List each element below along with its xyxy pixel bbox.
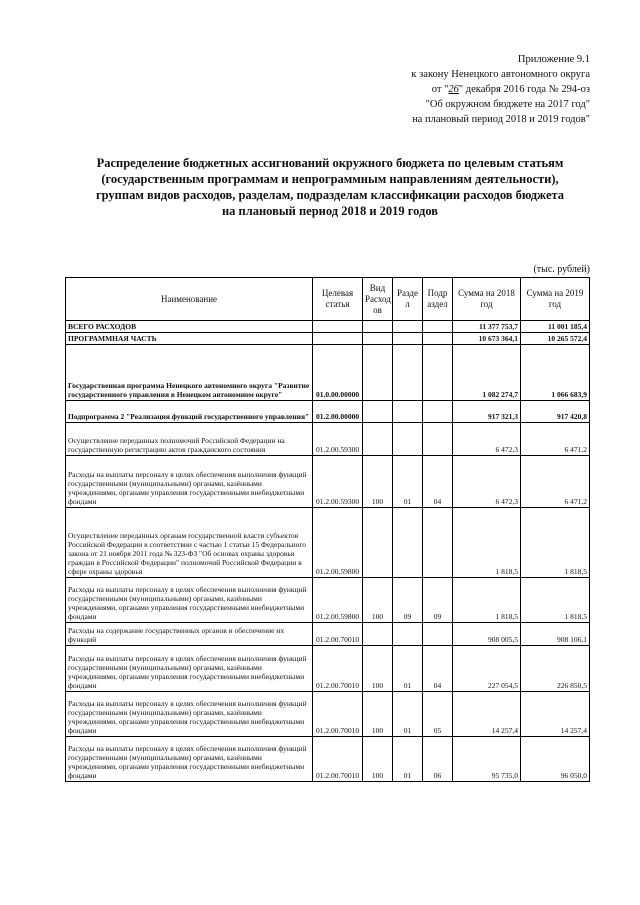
appendix-line-2: к закону Ненецкого автономного округа xyxy=(411,69,590,80)
row-code-cell: 01.2.00.70010 xyxy=(313,646,363,692)
row-name-cell: Расходы на выплаты персоналу в целях обеспечения выполнения функций государственными (муниципальными) органами, казёнными учреждениями, органами управления государственными внебюджетными фондами xyxy=(66,692,313,737)
row-sum-2019-cell: 917 420,8 xyxy=(521,401,590,423)
row-section-cell xyxy=(393,333,423,345)
row-sum-2018-cell: 95 735,0 xyxy=(453,737,521,782)
table-body xyxy=(66,321,590,782)
row-expense-type-cell xyxy=(363,333,393,345)
row-code-cell: 01.2.00.59300 xyxy=(313,423,363,456)
row-subsection-cell xyxy=(423,401,453,423)
table-row xyxy=(66,737,590,782)
row-sum-2018-cell: 1 818,5 xyxy=(453,578,521,623)
appendix-note xyxy=(310,52,590,127)
row-expense-type-cell xyxy=(363,321,393,333)
row-code-cell xyxy=(313,321,363,333)
appendix-date-prefix: от " xyxy=(431,84,449,95)
table-row xyxy=(66,321,590,333)
row-sum-2019-cell: 14 257,4 xyxy=(521,692,590,737)
row-sum-2018-cell: 6 472,3 xyxy=(453,423,521,456)
row-sum-2018-cell: 908 005,5 xyxy=(453,623,521,646)
appendix-date-day: 26 xyxy=(448,84,459,95)
row-sum-2018-cell: 6 472,3 xyxy=(453,456,521,508)
row-subsection-cell xyxy=(423,623,453,646)
appendix-line-4: "Об окружном бюджете на 2017 год" xyxy=(425,99,590,110)
row-subsection-cell xyxy=(423,423,453,456)
row-section-cell: 01 xyxy=(393,456,423,508)
row-sum-2018-cell: 1 818,5 xyxy=(453,508,521,578)
row-sum-2019-cell: 226 850,5 xyxy=(521,646,590,692)
row-name-cell: Расходы на выплаты персоналу в целях обеспечения выполнения функций государственными (муниципальными) органами, казёнными учреждениями, органами управления государственными внебюджетными фондами xyxy=(66,578,313,623)
row-sum-2019-cell: 1 818,5 xyxy=(521,578,590,623)
row-subsection-cell xyxy=(423,333,453,345)
row-expense-type-cell xyxy=(363,623,393,646)
row-section-cell xyxy=(393,508,423,578)
title-line-3: группам видов расходов, разделам, подразделам классификации расходов бюджета xyxy=(95,188,565,202)
table-row xyxy=(66,646,590,692)
table-row xyxy=(66,401,590,423)
table-row xyxy=(66,578,590,623)
header-sum-2018: Сумма на 2018 год xyxy=(453,278,521,321)
row-sum-2019-cell: 11 001 185,4 xyxy=(521,321,590,333)
row-subsection-cell: 04 xyxy=(423,646,453,692)
appendix-date-suffix: " декабря 2016 года № 294-оз xyxy=(458,84,590,95)
row-expense-type-cell: 100 xyxy=(363,692,393,737)
row-code-cell: 01.2.00.59800 xyxy=(313,508,363,578)
row-code-cell: 01.2.00.59300 xyxy=(313,456,363,508)
row-sum-2019-cell: 6 471,2 xyxy=(521,456,590,508)
table-row xyxy=(66,423,590,456)
header-code: Целевая статья xyxy=(313,278,363,321)
row-expense-type-cell: 100 xyxy=(363,646,393,692)
appendix-line-1: Приложение 9.1 xyxy=(517,54,590,65)
units-label: (тыс. рублей) xyxy=(533,264,590,275)
row-subsection-cell xyxy=(423,321,453,333)
row-name-cell: Осуществление переданных полномочий Российской Федерации на государственную регистрацию актов гражданского состояния xyxy=(66,423,313,456)
row-expense-type-cell xyxy=(363,423,393,456)
table-row xyxy=(66,623,590,646)
row-code-cell: 01.0.00.00000 xyxy=(313,345,363,401)
row-name-cell: Осуществление переданных органам государственной власти субъектов Российской Федерации в соответствии с частью 1 статьи 15 Федерального закона от 21 ноября 2011 года № 323-ФЗ "Об основах охраны здоровья граждан в Российской Федерации" полномочий Российской Федерации в сфере охраны здоровья xyxy=(66,508,313,578)
row-sum-2018-cell: 917 321,3 xyxy=(453,401,521,423)
row-name-cell: ВСЕГО РАСХОДОВ xyxy=(66,321,313,333)
row-code-cell xyxy=(313,333,363,345)
table-row xyxy=(66,345,590,401)
row-section-cell: 01 xyxy=(393,737,423,782)
header-section: Разде л xyxy=(393,278,423,321)
row-name-cell: Расходы на выплаты персоналу в целях обеспечения выполнения функций государственными (муниципальными) органами, казёнными учреждениями, органами управления государственными внебюджетными фондами xyxy=(66,456,313,508)
row-code-cell: 01.2.00.70010 xyxy=(313,692,363,737)
row-sum-2019-cell: 1 818,5 xyxy=(521,508,590,578)
header-name: Наименование xyxy=(66,278,313,321)
row-section-cell xyxy=(393,423,423,456)
title-line-4: на плановый период 2018 и 2019 годов xyxy=(221,204,439,218)
row-name-cell: Расходы на выплаты персоналу в целях обеспечения выполнения функций государственными (муниципальными) органами, казёнными учреждениями, органами управления государственными внебюджетными фондами xyxy=(66,646,313,692)
row-name-cell: Расходы на содержание государственных органов и обеспечение их функций xyxy=(66,623,313,646)
row-sum-2019-cell: 96 050,0 xyxy=(521,737,590,782)
table-row xyxy=(66,692,590,737)
row-sum-2018-cell: 14 257,4 xyxy=(453,692,521,737)
row-subsection-cell: 04 xyxy=(423,456,453,508)
row-subsection-cell: 09 xyxy=(423,578,453,623)
row-expense-type-cell: 100 xyxy=(363,456,393,508)
budget-table xyxy=(65,277,590,782)
title-line-2: (государственным программам и непрограммным направлениям деятельности), xyxy=(101,172,559,186)
row-name-cell: Расходы на выплаты персоналу в целях обеспечения выполнения функций государственными (муниципальными) органами, казёнными учреждениями, органами управления государственными внебюджетными фондами xyxy=(66,737,313,782)
row-section-cell xyxy=(393,623,423,646)
appendix-line-3 xyxy=(310,82,590,97)
row-subsection-cell: 05 xyxy=(423,692,453,737)
row-name-cell: ПРОГРАММНАЯ ЧАСТЬ xyxy=(66,333,313,345)
row-sum-2019-cell: 6 471,2 xyxy=(521,423,590,456)
title-line-1: Распределение бюджетных ассигнований окружного бюджета по целевым статьям xyxy=(96,156,564,170)
table-row xyxy=(66,456,590,508)
document-title xyxy=(60,155,600,219)
row-subsection-cell xyxy=(423,345,453,401)
row-section-cell: 09 xyxy=(393,578,423,623)
row-expense-type-cell xyxy=(363,508,393,578)
row-sum-2018-cell: 227 054,5 xyxy=(453,646,521,692)
row-expense-type-cell xyxy=(363,401,393,423)
row-code-cell: 01.2.00.00000 xyxy=(313,401,363,423)
row-sum-2018-cell: 1 082 274,7 xyxy=(453,345,521,401)
row-section-cell xyxy=(393,345,423,401)
row-section-cell: 01 xyxy=(393,692,423,737)
header-sum-2019: Сумма на 2019 год xyxy=(521,278,590,321)
row-expense-type-cell: 100 xyxy=(363,737,393,782)
row-sum-2019-cell: 908 106,1 xyxy=(521,623,590,646)
row-code-cell: 01.2.00.70010 xyxy=(313,623,363,646)
appendix-line-5: на плановый период 2018 и 2019 годов" xyxy=(412,114,590,125)
row-sum-2018-cell: 10 673 364,1 xyxy=(453,333,521,345)
row-expense-type-cell xyxy=(363,345,393,401)
table-row xyxy=(66,508,590,578)
row-subsection-cell xyxy=(423,508,453,578)
header-subsection: Подр аздел xyxy=(423,278,453,321)
row-section-cell: 01 xyxy=(393,646,423,692)
row-name-cell: Государственная программа Ненецкого автономного округа "Развитие государственного управления в Ненецком автономном округе" xyxy=(66,345,313,401)
row-code-cell: 01.2.00.70010 xyxy=(313,737,363,782)
row-section-cell xyxy=(393,321,423,333)
row-sum-2018-cell: 11 377 753,7 xyxy=(453,321,521,333)
row-code-cell: 01.2.00.59800 xyxy=(313,578,363,623)
header-expense-type: Вид Расход ов xyxy=(363,278,393,321)
row-section-cell xyxy=(393,401,423,423)
table-header-row xyxy=(66,278,590,321)
row-subsection-cell: 06 xyxy=(423,737,453,782)
row-sum-2019-cell: 1 066 683,9 xyxy=(521,345,590,401)
row-expense-type-cell: 100 xyxy=(363,578,393,623)
row-sum-2019-cell: 10 265 572,4 xyxy=(521,333,590,345)
table-row xyxy=(66,333,590,345)
row-name-cell: Подпрограмма 2 "Реализация функций государственного управления" xyxy=(66,401,313,423)
